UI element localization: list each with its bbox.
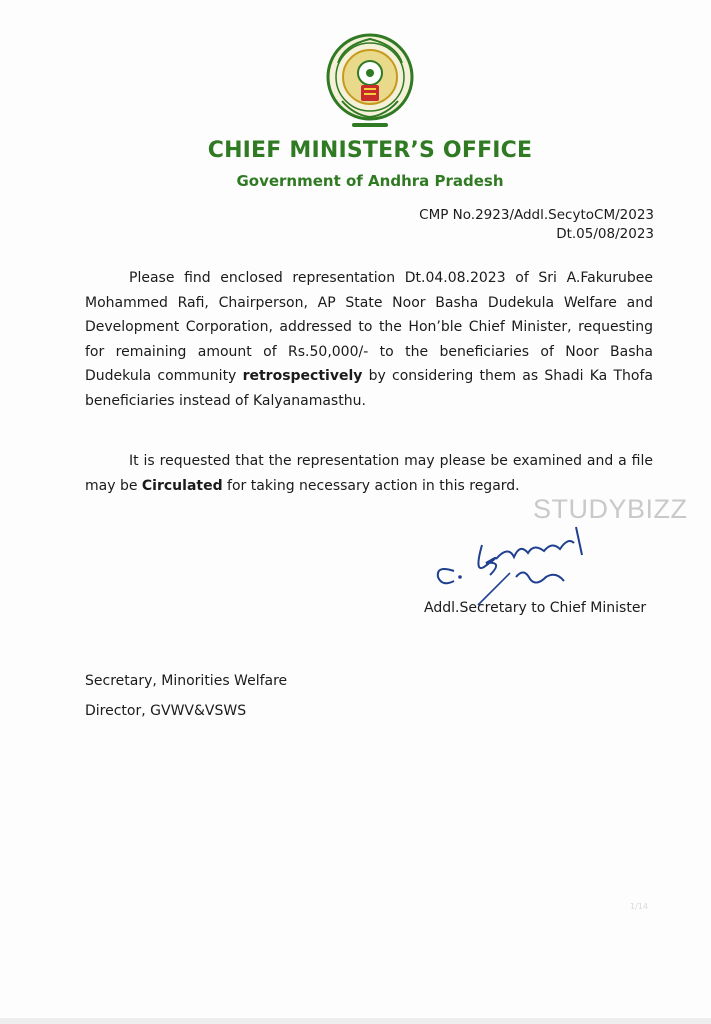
paragraph1-bold: retrospectively [242,368,363,384]
recipient-item: Secretary, Minorities Welfare [85,673,288,689]
government-subtitle: Government of Andhra Pradesh [236,172,504,190]
state-emblem-icon [324,33,416,133]
paragraph2-text-end: for taking necessary action in this regard. [222,477,520,494]
office-title: CHIEF MINISTER’S OFFICE [207,138,533,163]
paragraph2-text: It is requested that the representation may please be examined and a file may be [85,453,653,494]
paragraph-request [85,449,653,498]
reference-block [419,206,654,244]
reference-number: CMP No.2923/Addl.SecytoCM/2023 [419,207,654,223]
signatory-designation: Addl.Secretary to Chief Minister [424,600,647,616]
recipient-item: Director, GVWV&VSWS [85,703,247,719]
recipients-list [85,666,287,726]
page-marker: 1/14 [630,902,648,911]
signature-icon [424,515,584,610]
reference-date: Dt.05/08/2023 [556,226,654,242]
page-bottom-edge [0,1018,711,1024]
paragraph1-text: Please find enclosed representation Dt.04.08.2023 of Sri A.Fakurubee Mohammed Rafi, Chairperson, AP State Noor Basha Dudekula Welfare and Development Corporation, addressed to the Hon’ble Chief Minister, requesting for remaining amount of Rs.50,000/- to the beneficiaries of Noor Basha Dudekula community [85,270,653,384]
watermark: STUDYBIZZ [533,494,688,524]
paragraph2-bold: Circulated [141,477,223,494]
paragraph1-text-end: by considering them as Shadi Ka Thofa beneficiaries instead of Kalyanamasthu. [85,368,653,409]
paragraph-representation [85,266,653,413]
